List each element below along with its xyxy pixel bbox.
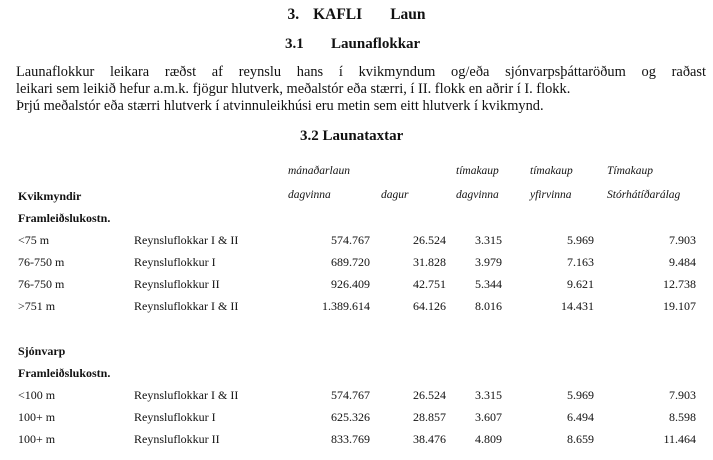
dagvinna-cell: 8.016: [475, 299, 502, 313]
yfirvinna-cell: 14.431: [561, 299, 594, 313]
header-timakaup-yfir: tímakaup: [530, 165, 573, 177]
manadarlaun-cell: 926.409: [331, 277, 370, 291]
manadarlaun-cell: 689.720: [331, 255, 370, 269]
manadarlaun-cell: 574.767: [331, 388, 370, 402]
dagvinna-cell: 3.315: [475, 388, 502, 402]
dagvinna-cell: 4.809: [475, 432, 502, 446]
header-timakaup-storh-sub: Stórhátíðarálag: [607, 189, 681, 201]
yfirvinna-cell: 5.969: [567, 233, 594, 247]
section-heading-3-2: 3.2 Launataxtar: [300, 128, 404, 144]
chapter-word: KAFLI: [313, 6, 363, 23]
range-cell: <100 m: [18, 388, 56, 402]
yfirvinna-cell: 9.621: [567, 277, 594, 291]
storhatid-cell: 9.484: [669, 255, 696, 269]
dagvinna-cell: 3.979: [475, 255, 502, 269]
storhatid-cell: 7.903: [669, 233, 696, 247]
flokkur-cell: Reynsluflokkar I & II: [134, 233, 239, 247]
paragraph-line-3: Þrjú meðalstór eða stærri hlutverk í atvinnuleikhúsi eru metin sem eitt hlutverk í kvikmynd.: [16, 98, 544, 114]
flokkur-cell: Reynsluflokkur I: [134, 255, 216, 269]
section-heading-3-1: [285, 36, 420, 53]
dagur-cell: 26.524: [413, 233, 446, 247]
manadarlaun-cell: 833.769: [331, 432, 370, 446]
storhatid-cell: 8.598: [669, 410, 696, 424]
yfirvinna-cell: 7.163: [567, 255, 594, 269]
flokkur-cell: Reynsluflokkur II: [134, 432, 220, 446]
yfirvinna-cell: 8.659: [567, 432, 594, 446]
header-manadarlaun: mánaðarlaun: [288, 165, 350, 177]
range-cell: <75 m: [18, 233, 50, 247]
manadarlaun-cell: 574.767: [331, 233, 370, 247]
dagur-cell: 28.857: [413, 410, 446, 424]
paragraph-line-2: leikari sem leikið hefur a.m.k. fjögur hlutverk, meðalstór eða stærri, í II. flokk en aðrir í I. flokk.: [16, 81, 571, 97]
chapter-name: Laun: [390, 6, 426, 23]
flokkur-cell: Reynsluflokkar I & II: [134, 388, 239, 402]
flokkur-cell: Reynsluflokkur II: [134, 277, 220, 291]
dagur-cell: 31.828: [413, 255, 446, 269]
header-timakaup-dag: tímakaup: [456, 165, 499, 177]
manadarlaun-cell: 1.389.614: [322, 299, 370, 313]
paragraph-line-1: Launaflokkur leikara ræðst af reynslu hans í kvikmyndum og/eða sjónvarpsþáttaröðum og raðast: [16, 64, 706, 80]
dagur-cell: 42.751: [413, 277, 446, 291]
dagur-cell: 26.524: [413, 388, 446, 402]
storhatid-cell: 11.464: [663, 432, 696, 446]
dagvinna-cell: 3.315: [475, 233, 502, 247]
chapter-heading: [0, 6, 713, 24]
range-cell: 76-750 m: [18, 255, 65, 269]
header-timakaup-dag-sub: dagvinna: [456, 189, 499, 201]
storhatid-cell: 7.903: [669, 388, 696, 402]
dagvinna-cell: 5.344: [475, 277, 502, 291]
range-cell: >751 m: [18, 299, 56, 313]
chapter-number: 3.: [287, 6, 300, 23]
header-dagvinna: dagvinna: [288, 189, 331, 201]
sjonvarp-label: Sjónvarp: [18, 344, 66, 358]
kvikmyndir-group-label: Framleiðslukostn.: [18, 211, 111, 225]
storhatid-cell: 19.107: [663, 299, 696, 313]
header-timakaup-yfir-sub: yfirvinna: [530, 189, 572, 201]
section-title: Launaflokkar: [331, 36, 421, 52]
intro-paragraph: [16, 64, 706, 115]
storhatid-cell: 12.738: [663, 277, 696, 291]
yfirvinna-cell: 6.494: [567, 410, 594, 424]
flokkur-cell: Reynsluflokkur I: [134, 410, 216, 424]
range-cell: 100+ m: [18, 432, 56, 446]
manadarlaun-cell: 625.326: [331, 410, 370, 424]
section-number: 3.1: [285, 36, 304, 52]
header-timakaup-storh: Tímakaup: [607, 165, 653, 177]
yfirvinna-cell: 5.969: [567, 388, 594, 402]
range-cell: 76-750 m: [18, 277, 65, 291]
flokkur-cell: Reynsluflokkar I & II: [134, 299, 239, 313]
dagur-cell: 64.126: [413, 299, 446, 313]
kvikmyndir-label: Kvikmyndir: [18, 189, 82, 203]
sjonvarp-group-label: Framleiðslukostn.: [18, 366, 111, 380]
range-cell: 100+ m: [18, 410, 56, 424]
dagur-cell: 38.476: [413, 432, 446, 446]
dagvinna-cell: 3.607: [475, 410, 502, 424]
header-dagur: dagur: [381, 189, 409, 201]
